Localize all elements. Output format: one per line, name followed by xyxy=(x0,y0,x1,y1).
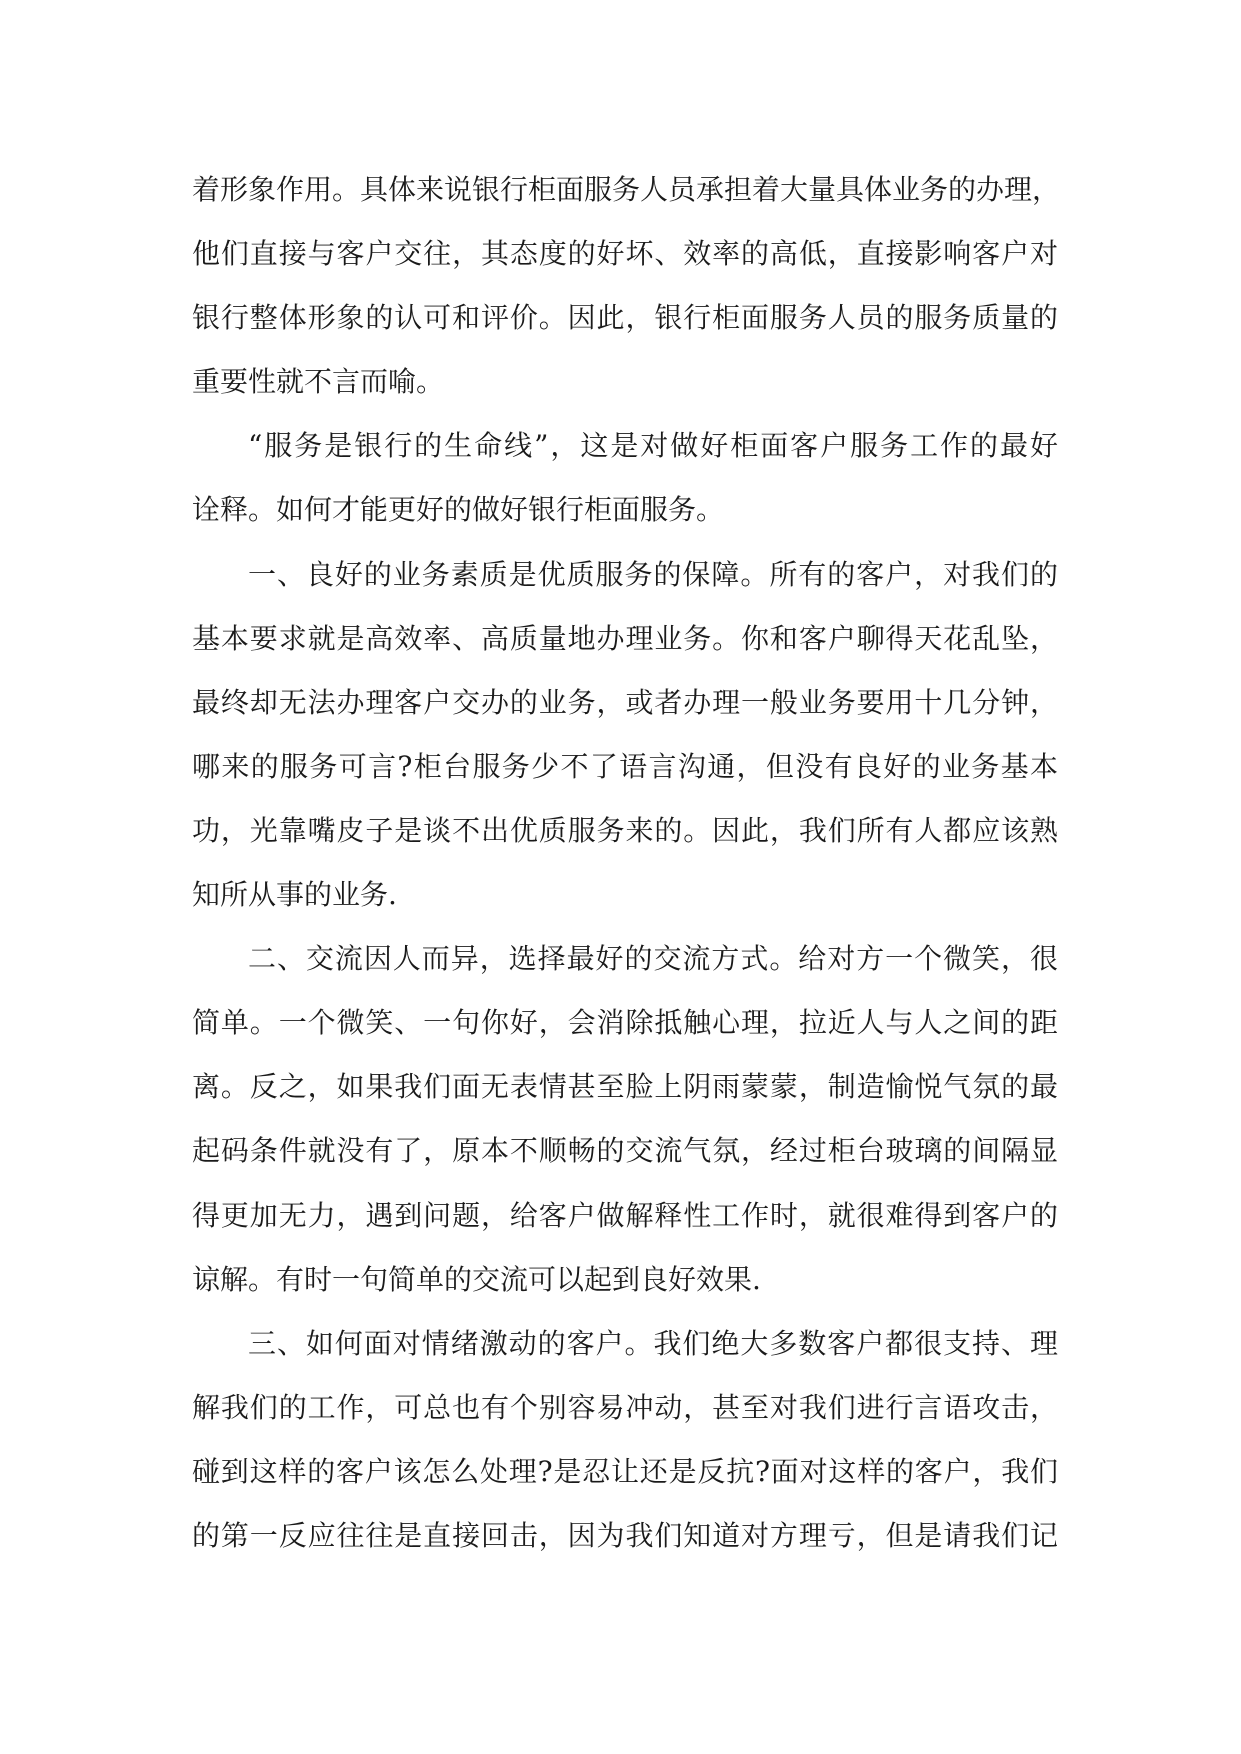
text-line: 的第一反应往往是直接回击，因为我们知道对方理亏，但是请我们记 xyxy=(192,1518,1058,1552)
text-line: 一、良好的业务素质是优质服务的保障。所有的客户，对我们的 xyxy=(248,557,1058,591)
text-line: 离。反之，如果我们面无表情甚至脸上阴雨蒙蒙，制造愉悦气氛的最 xyxy=(192,1070,1058,1104)
text-line: 简单。一个微笑、一句你好，会消除抵触心理，拉近人与人之间的距 xyxy=(192,1006,1058,1040)
text-line: 诠释。如何才能更好的做好银行柜面服务。 xyxy=(192,493,725,527)
text-line: 知所从事的业务. xyxy=(192,878,397,912)
text-line: 基本要求就是高效率、高质量地办理业务。你和客户聊得天花乱坠， xyxy=(192,621,1058,655)
text-line: 起码条件就没有了，原本不顺畅的交流气氛，经过柜台玻璃的间隔显 xyxy=(192,1134,1058,1168)
text-line: 得更加无力，遇到问题，给客户做解释性工作时，就很难得到客户的 xyxy=(192,1198,1058,1232)
text-line: 重要性就不言而喻。 xyxy=(192,365,445,399)
text-line: 二、交流因人而异，选择最好的交流方式。给对方一个微笑，很 xyxy=(248,942,1058,976)
text-line: 碰到这样的客户该怎么处理?是忍让还是反抗?面对这样的客户，我们 xyxy=(192,1454,1058,1488)
text-line: 他们直接与客户交往，其态度的好坏、效率的高低，直接影响客户对 xyxy=(192,237,1058,271)
text-line: 三、如何面对情绪激动的客户。我们绝大多数客户都很支持、理 xyxy=(248,1326,1058,1360)
body-text xyxy=(192,158,1061,1568)
text-line: 解我们的工作，可总也有个别容易冲动，甚至对我们进行言语攻击， xyxy=(192,1390,1058,1424)
text-line: 银行整体形象的认可和评价。因此，银行柜面服务人员的服务质量的 xyxy=(192,301,1058,335)
text-line: 最终却无法办理客户交办的业务，或者办理一般业务要用十几分钟， xyxy=(192,685,1058,719)
text-line: 哪来的服务可言?柜台服务少不了语言沟通，但没有良好的业务基本 xyxy=(192,749,1058,783)
text-line: 着形象作用。具体来说银行柜面服务人员承担着大量具体业务的办理， xyxy=(192,173,1061,206)
text-line: “服务是银行的生命线”，这是对做好柜面客户服务工作的最好 xyxy=(248,429,1058,463)
text-line: 谅解。有时一句简单的交流可以起到良好效果. xyxy=(192,1262,761,1296)
text-line: 功，光靠嘴皮子是谈不出优质服务来的。因此，我们所有人都应该熟 xyxy=(192,813,1058,847)
